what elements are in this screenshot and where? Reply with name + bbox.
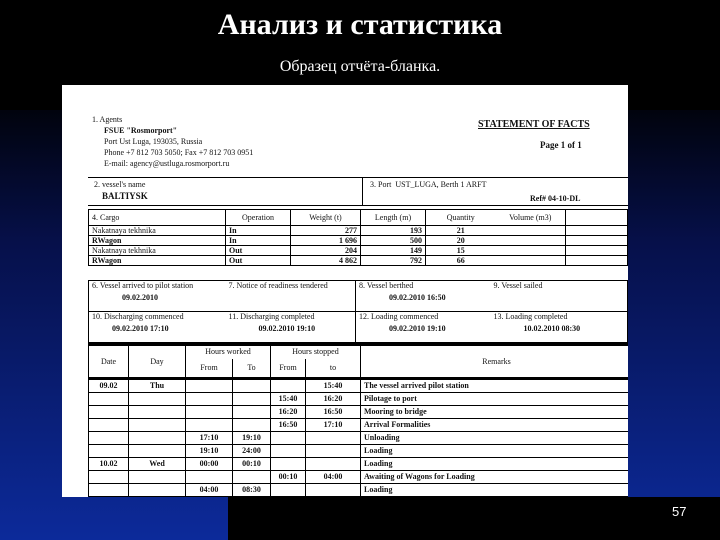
cell-day [129,393,186,406]
cell-day: Thu [129,379,186,393]
cell-stopped-to: 15:40 [306,379,361,393]
event-label: 8. Vessel berthed [359,281,414,290]
slide-title: Анализ и статистика [217,8,503,41]
event-label: 12. Loading commenced [359,312,439,321]
cell-worked-from: 19:10 [186,445,233,458]
cell-volume [496,256,566,266]
cell-worked-from [186,406,233,419]
cell-remarks: Unloading [361,432,629,445]
cell-extra [566,246,628,256]
cell-day: Wed [129,458,186,471]
cell-extra [566,226,628,236]
agent-email: E-mail: agency@ustluga.rosmorport.ru [104,159,230,168]
cell-volume [496,226,566,236]
events-table [88,280,628,343]
event-label: 9. Vessel sailed [493,281,543,290]
cell-worked-from [186,471,233,484]
cell-remarks: Mooring to bridge [361,406,629,419]
divider [362,177,363,205]
event-cell [491,312,628,343]
table-row [89,406,629,419]
table-row [89,236,628,246]
cell-volume [496,246,566,256]
cell-stopped-from [271,432,306,445]
page-info: Page 1 of 1 [540,140,582,150]
header-extra [566,210,628,226]
time-sheet-table [88,345,628,497]
divider [88,177,628,178]
event-label: 11. Discharging completed [228,312,315,321]
cell-stopped-to [306,484,361,497]
cell-worked-to: 24:00 [233,445,271,458]
cell-cargo: Nakatnaya tekhnika [89,226,226,236]
cell-cargo: RWagon [89,256,226,266]
cell-length: 792 [361,256,426,266]
cell-weight: 277 [291,226,361,236]
cell-operation: In [226,226,291,236]
table-row [89,379,629,393]
table-row [89,393,629,406]
cell-stopped-from [271,445,306,458]
cargo-table [88,209,628,266]
header-hours-stopped: Hours stopped [271,346,361,359]
cell-cargo: Nakatnaya tekhnika [89,246,226,256]
event-cell [356,281,491,312]
statement-of-facts-document [62,85,628,497]
table-row [89,471,629,484]
cell-remarks: Pilotage to port [361,393,629,406]
cell-remarks: Loading [361,458,629,471]
cell-stopped-to: 16:20 [306,393,361,406]
agent-name: FSUE "Rosmorport" [104,126,178,135]
cell-remarks: The vessel arrived pilot station [361,379,629,393]
event-cell [226,281,356,312]
agents-label: 1. Agents [92,115,123,124]
cell-date [89,419,129,432]
cell-worked-to: 00:10 [233,458,271,471]
cell-day [129,432,186,445]
event-label: 13. Loading completed [493,312,568,321]
agents-block [92,114,253,169]
table-row [89,445,629,458]
cell-worked-to [233,393,271,406]
cell-stopped-to [306,432,361,445]
cell-weight: 204 [291,246,361,256]
vessel-label: 2. vessel's name [94,180,146,189]
cell-extra [566,236,628,246]
event-value: 09.02.2010 16:50 [389,293,446,302]
header-quantity: Quantity [426,210,496,226]
event-value: 09.02.2010 17:10 [112,324,169,333]
event-value: 09.02.2010 19:10 [389,324,446,333]
cell-quantity: 21 [426,226,496,236]
cell-date [89,393,129,406]
header-cargo: 4. Cargo [89,210,226,226]
cell-stopped-to [306,458,361,471]
event-cell [89,312,226,343]
header-stopped-from: From [271,359,306,379]
cell-date [89,432,129,445]
cell-worked-from: 17:10 [186,432,233,445]
cell-stopped-to: 16:50 [306,406,361,419]
cell-worked-to [233,419,271,432]
cell-remarks: Loading [361,445,629,458]
event-label: 6. Vessel arrived to pilot station [92,281,194,290]
cell-worked-from: 04:00 [186,484,233,497]
cell-stopped-from [271,484,306,497]
cell-volume [496,236,566,246]
event-value: 10.02.2010 08:30 [523,324,581,333]
cell-date [89,406,129,419]
cell-date [89,445,129,458]
table-row [89,432,629,445]
cell-day [129,471,186,484]
header-volume: Volume (m3) [496,210,566,226]
cell-date [89,471,129,484]
cell-stopped-from [271,379,306,393]
event-label: 10. Discharging commenced [92,312,184,321]
event-cell [89,281,226,312]
cell-worked-to: 19:10 [233,432,271,445]
cell-stopped-from: 15:40 [271,393,306,406]
table-row [89,484,629,497]
header-worked-from: From [186,359,233,379]
cell-stopped-to [306,445,361,458]
header-operation: Operation [226,210,291,226]
cell-day [129,419,186,432]
table-row [89,419,629,432]
header-worked-to: To [233,359,271,379]
table-row [89,246,628,256]
cell-cargo: RWagon [89,236,226,246]
cell-operation: Out [226,246,291,256]
cell-date: 09.02 [89,379,129,393]
cell-worked-to [233,406,271,419]
divider [88,205,628,206]
cell-stopped-to: 17:10 [306,419,361,432]
table-row [89,256,628,266]
cell-worked-from [186,419,233,432]
time-sheet-body [89,379,629,497]
vessel-name: BALTIYSK [102,191,148,201]
reference-number: Ref# 04-10-DL [530,194,581,203]
events-row [89,312,628,343]
cell-length: 193 [361,226,426,236]
header-weight: Weight (t) [291,210,361,226]
agent-phone: Phone +7 812 703 5050; Fax +7 812 703 0951 [104,148,254,157]
event-value: 09.02.2010 19:10 [258,324,316,333]
event-value: 09.02.2010 [122,293,158,302]
header-date: Date [89,346,129,379]
page-number: 57 [672,504,687,519]
cell-day [129,484,186,497]
cargo-header-row [89,210,628,226]
cell-length: 500 [361,236,426,246]
cell-stopped-from: 00:10 [271,471,306,484]
events-row [89,281,628,312]
cell-day [129,445,186,458]
cell-weight: 1 696 [291,236,361,246]
cell-worked-to: 08:30 [233,484,271,497]
event-cell [226,312,356,343]
table-row [89,458,629,471]
time-header-row [89,346,629,359]
cell-date [89,484,129,497]
cell-stopped-from [271,458,306,471]
header-remarks: Remarks [361,346,629,379]
cell-worked-from [186,393,233,406]
header-stopped-to: to [306,359,361,379]
header-day: Day [129,346,186,379]
agent-address: Port Ust Luga, 193035, Russia [104,137,203,146]
cell-quantity: 20 [426,236,496,246]
cell-operation: In [226,236,291,246]
port-label: 3. Port [370,180,392,189]
cell-remarks: Loading [361,484,629,497]
table-row [89,226,628,236]
slide-subtitle: Образец отчёта-бланка. [279,58,441,75]
statement-title: STATEMENT OF FACTS [478,119,590,130]
cell-remarks: Awaiting of Wagons for Loading [361,471,629,484]
cell-quantity: 66 [426,256,496,266]
cell-remarks: Arrival Formalities [361,419,629,432]
cell-extra [566,256,628,266]
cell-day [129,406,186,419]
cell-quantity: 15 [426,246,496,256]
cell-worked-from [186,379,233,393]
cell-worked-to [233,471,271,484]
header-length: Length (m) [361,210,426,226]
slide-bottom-band [228,497,720,540]
cell-worked-to [233,379,271,393]
cell-length: 149 [361,246,426,256]
event-cell [491,281,628,312]
cell-stopped-from: 16:20 [271,406,306,419]
event-label: 7. Notice of readiness tendered [228,281,328,290]
cell-stopped-to: 04:00 [306,471,361,484]
event-cell [356,312,491,343]
cell-stopped-from: 16:50 [271,419,306,432]
port-value: UST_LUGA, Berth 1 ARFT [395,180,487,189]
cell-worked-from: 00:00 [186,458,233,471]
cell-operation: Out [226,256,291,266]
cell-weight: 4 862 [291,256,361,266]
cell-date: 10.02 [89,458,129,471]
header-hours-worked: Hours worked [186,346,271,359]
